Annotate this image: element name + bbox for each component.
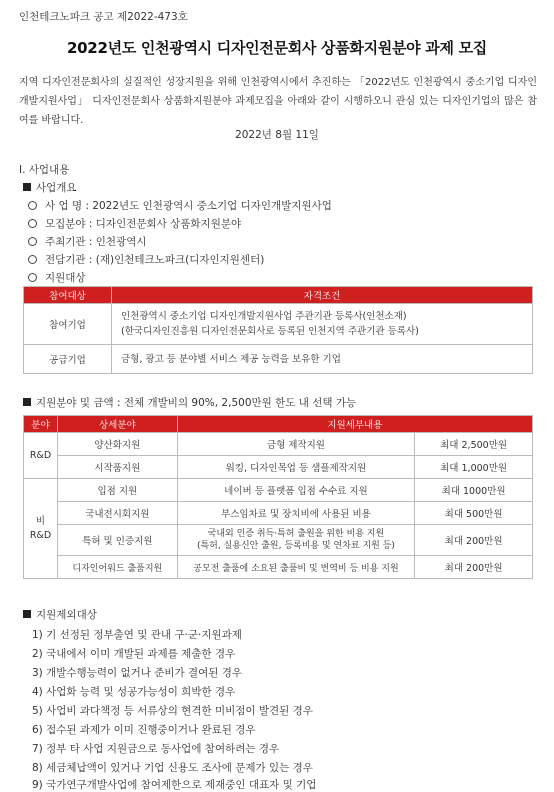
content-cell: 금형 제작지원 [177, 433, 414, 456]
exclusion-item: 4) 사업화 능력 및 성공가능성이 희박한 경우 [32, 686, 236, 698]
table-header: 분야 [24, 416, 58, 433]
exclusion-item: 6) 접수된 과제가 이미 진행중이거나 완료된 경우 [32, 724, 256, 736]
circle-bullet-icon [28, 237, 37, 246]
intro-paragraph: 지역 디자인전문회사의 실질적인 성장지원을 위해 인천광역시에서 추진하는 「2022년도 인천광역시 중소기업 디자인개발지원사업」 디자인전문회사 상품화지원분야 과제모집을 아래와 같이 시행하오니 관심 있는 디자인기업의 많은 참여를 바랍니다. [19, 77, 537, 126]
overview-item: 모집분야 : 디자인전문회사 상품화지원분야 [28, 216, 241, 231]
circle-bullet-icon [28, 201, 37, 210]
table-row [24, 345, 533, 374]
field-cell: R&D [24, 433, 58, 479]
exclusion-item: 2) 국내에서 이미 개발된 과제를 제출한 경우 [32, 648, 236, 660]
target-condition: 금형, 광고 등 분야별 서비스 제공 능력을 보유한 기업 [112, 345, 533, 374]
square-bullet-icon [23, 183, 31, 191]
table-row [24, 525, 533, 556]
notice-number: 인천테크노파크 공고 제2022-473호 [19, 11, 188, 23]
overview-item: 전담기관 : (재)인천테크노파크(디자인지원센터) [28, 252, 264, 267]
target-condition: 인천광역시 중소기업 디자인개발지원사업 주관기관 등록사(인천소재) (한국디자인진흥원 디자인전문회사로 등록된 인천지역 주관기관 등록사) [112, 304, 533, 345]
table-row [24, 456, 533, 479]
target-label: 공급기업 [24, 345, 112, 374]
page-title: 2022년도 인천광역시 디자인전문회사 상품화지원분야 과제 모집 [67, 39, 487, 57]
table-row [24, 479, 533, 502]
amount-cell: 최대 1000만원 [415, 479, 533, 502]
target-label: 참여기업 [24, 304, 112, 345]
table-header-row [24, 416, 533, 433]
amount-cell: 최대 500만원 [415, 502, 533, 525]
table-row [24, 433, 533, 456]
exclusion-item: 8) 세금체납액이 있거나 기업 신용도 조사에 문제가 있는 경우 [32, 762, 313, 774]
overview-item: 주최기관 : 인천광역시 [28, 234, 147, 249]
table-row [24, 304, 533, 345]
field-cell: 비 R&D [24, 479, 58, 579]
detail-cell: 입점 지원 [57, 479, 177, 502]
table-row [24, 502, 533, 525]
detail-cell: 디자인어워드 출품지원 [57, 556, 177, 579]
detail-cell: 특허 및 인증지원 [57, 525, 177, 556]
circle-bullet-icon [28, 273, 37, 282]
overview-item: 사 업 명 : 2022년도 인천광역시 중소기업 디자인개발지원사업 [28, 198, 332, 213]
notice-date: 2022년 8월 11일 [235, 129, 319, 141]
exclusion-item: 7) 정부 타 사업 지원금으로 동사업에 참여하려는 경우 [32, 743, 280, 755]
table-row [24, 556, 533, 579]
table-header: 상세분야 [57, 416, 177, 433]
detail-cell: 양산화지원 [57, 433, 177, 456]
circle-bullet-icon [28, 219, 37, 228]
amount-cell: 최대 2,500만원 [415, 433, 533, 456]
amount-cell: 최대 1,000만원 [415, 456, 533, 479]
exclusion-item: 1) 기 선정된 정부출연 및 관내 구·군·지원과제 [32, 629, 242, 641]
support-table [23, 415, 533, 579]
amount-cell: 최대 200만원 [415, 525, 533, 556]
table-header: 자격조건 [112, 287, 533, 304]
section-heading: Ⅰ. 사업내용 [19, 164, 70, 176]
detail-cell: 시작품지원 [57, 456, 177, 479]
table-header: 참여대상 [24, 287, 112, 304]
content-cell: 워킹, 디자인목업 등 샘플제작지원 [177, 456, 414, 479]
target-table [23, 286, 533, 374]
content-cell: 부스임차료 및 장치비에 사용된 비용 [177, 502, 414, 525]
overview-item: 지원대상 [28, 270, 86, 285]
content-cell: 공모전 출품에 소요된 출품비 및 번역비 등 비용 지원 [177, 556, 414, 579]
exclusion-item: 3) 개발수행능력이 없거나 준비가 결여된 경우 [32, 667, 243, 679]
circle-bullet-icon [28, 255, 37, 264]
table-header-row [24, 287, 533, 304]
detail-cell: 국내전시회지원 [57, 502, 177, 525]
square-bullet-icon [23, 610, 31, 618]
content-cell: 네이버 등 플랫폼 입점 수수료 지원 [177, 479, 414, 502]
table-header: 지원세부내용 [177, 416, 532, 433]
exclusion-item: 5) 사업비 과다책정 등 서류상의 현격한 미비점이 발견된 경우 [32, 705, 313, 717]
content-cell: 국내외 인증 취득·특허 출원을 위한 비용 지원 (특허, 실용신안 출원, 등록비용 및 연차료 지원 등) [177, 525, 414, 556]
exclusion-heading: 지원제외대상 [23, 607, 97, 622]
exclusion-item: 9) 국가연구개발사업에 참여제한으로 제재중인 대표자 및 기업 [32, 779, 317, 791]
amount-cell: 최대 200만원 [415, 556, 533, 579]
overview-heading: 사업개요 [23, 180, 77, 195]
square-bullet-icon [23, 398, 31, 406]
support-heading: 지원분야 및 금액 : 전체 개발비의 90%, 2,500만원 한도 내 선택 가능 [23, 395, 356, 410]
